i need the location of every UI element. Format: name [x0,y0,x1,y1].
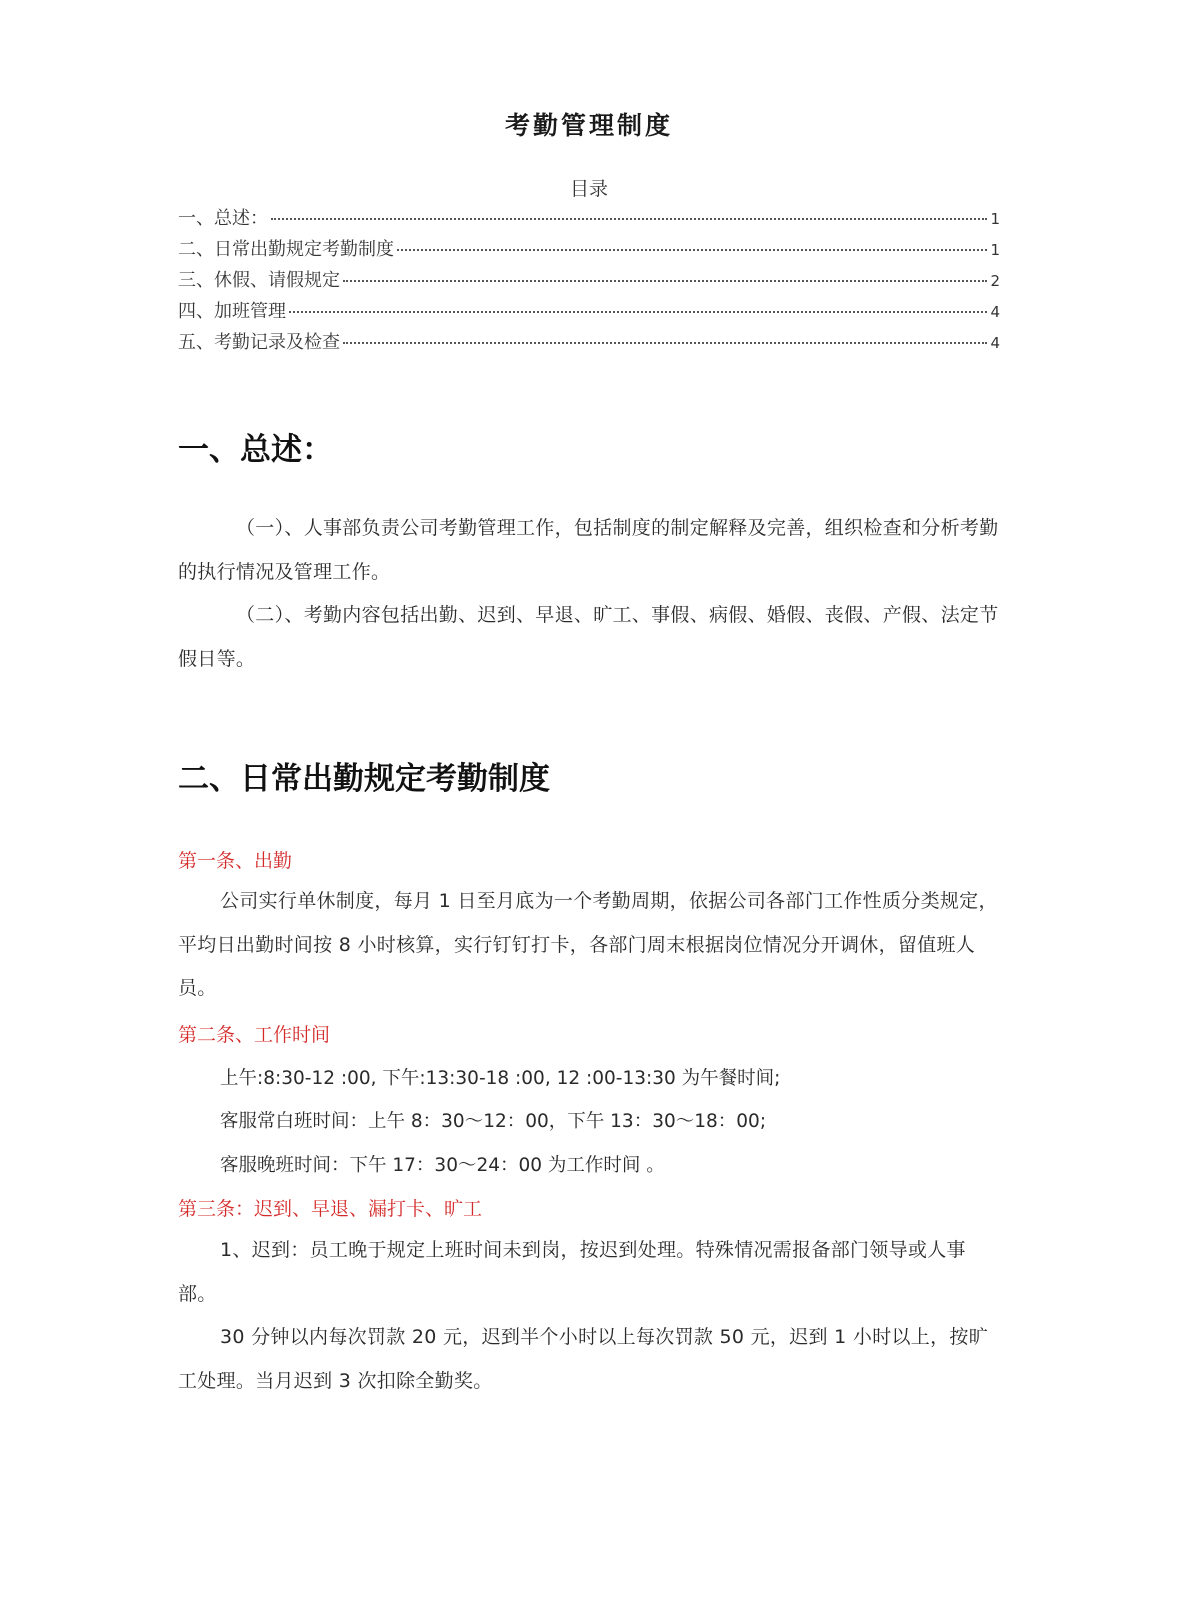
customer-service-night-shift-line: 客服晚班时间：下午 17：30～24：00 为工作时间 。 [220,1155,665,1176]
section-heading-overview: 一、总述： [178,432,333,468]
article-2-title: 第二条、工作时间 [178,1024,331,1046]
toc-leader-dots [343,342,987,344]
toc-entry-page: 4 [990,334,1000,352]
toc-entry[interactable] [178,297,1000,328]
overview-paragraph-2: （二）、考勤内容包括出勤、迟到、早退、旷工、事假、病假、婚假、丧假、产假、法定节假日等。 [178,604,999,670]
toc-leader-dots [271,218,987,220]
toc-leader-dots [343,280,987,282]
toc-entry[interactable] [178,328,1000,359]
table-of-contents [178,204,1000,359]
toc-entry-page: 1 [990,241,1000,259]
article-1-title: 第一条、出勤 [178,850,293,872]
work-hours-line: 上午:8:30-12 :00, 下午:13:30-18 :00, 12 :00-13:30 为午餐时间; [220,1068,781,1089]
article-1-text: 公司实行单休制度，每月 1 日至月底为一个考勤周期，依据公司各部门工作性质分类规定，平均日出勤时间按 8 小时核算，实行钉钉打卡，各部门周末根据岗位情况分开调休，留值班人员。 [178,890,998,999]
toc-leader-dots [289,311,987,313]
toc-entry[interactable] [178,204,1000,235]
document-title: 考勤管理制度 [504,111,673,140]
section-heading-attendance: 二、日常出勤规定考勤制度 [178,761,550,797]
toc-entry-page: 4 [990,303,1000,321]
toc-entry-page: 1 [990,210,1000,228]
toc-entry[interactable] [178,266,1000,297]
overview-paragraph-1: （一）、人事部负责公司考勤管理工作，包括制度的制定解释及完善，组织检查和分析考勤的执行情况及管理工作。 [178,517,999,583]
toc-entry[interactable] [178,235,1000,266]
toc-entry-label: 二、日常出勤规定考勤制度 [178,239,394,260]
toc-entry-label: 五、考勤记录及检查 [178,332,340,353]
article-3-paragraph-1: 1、迟到：员工晚于规定上班时间未到岗，按迟到处理。特殊情况需报备部门领导或人事部。 [178,1239,966,1305]
article-3-title: 第三条：迟到、早退、漏打卡、旷工 [178,1198,483,1220]
toc-entry-label: 一、总述： [178,208,268,229]
customer-service-day-shift-line: 客服常白班时间：上午 8：30～12：00，下午 13：30～18：00; [220,1111,767,1132]
toc-leader-dots [397,249,987,251]
toc-entry-label: 三、休假、请假规定 [178,270,340,291]
toc-heading: 目录 [569,178,608,200]
toc-entry-label: 四、加班管理 [178,301,286,322]
toc-entry-page: 2 [990,272,1000,290]
article-3-paragraph-2: 30 分钟以内每次罚款 20 元，迟到半个小时以上每次罚款 50 元，迟到 1 小时以上，按旷工处理。当月迟到 3 次扣除全勤奖。 [178,1326,988,1392]
